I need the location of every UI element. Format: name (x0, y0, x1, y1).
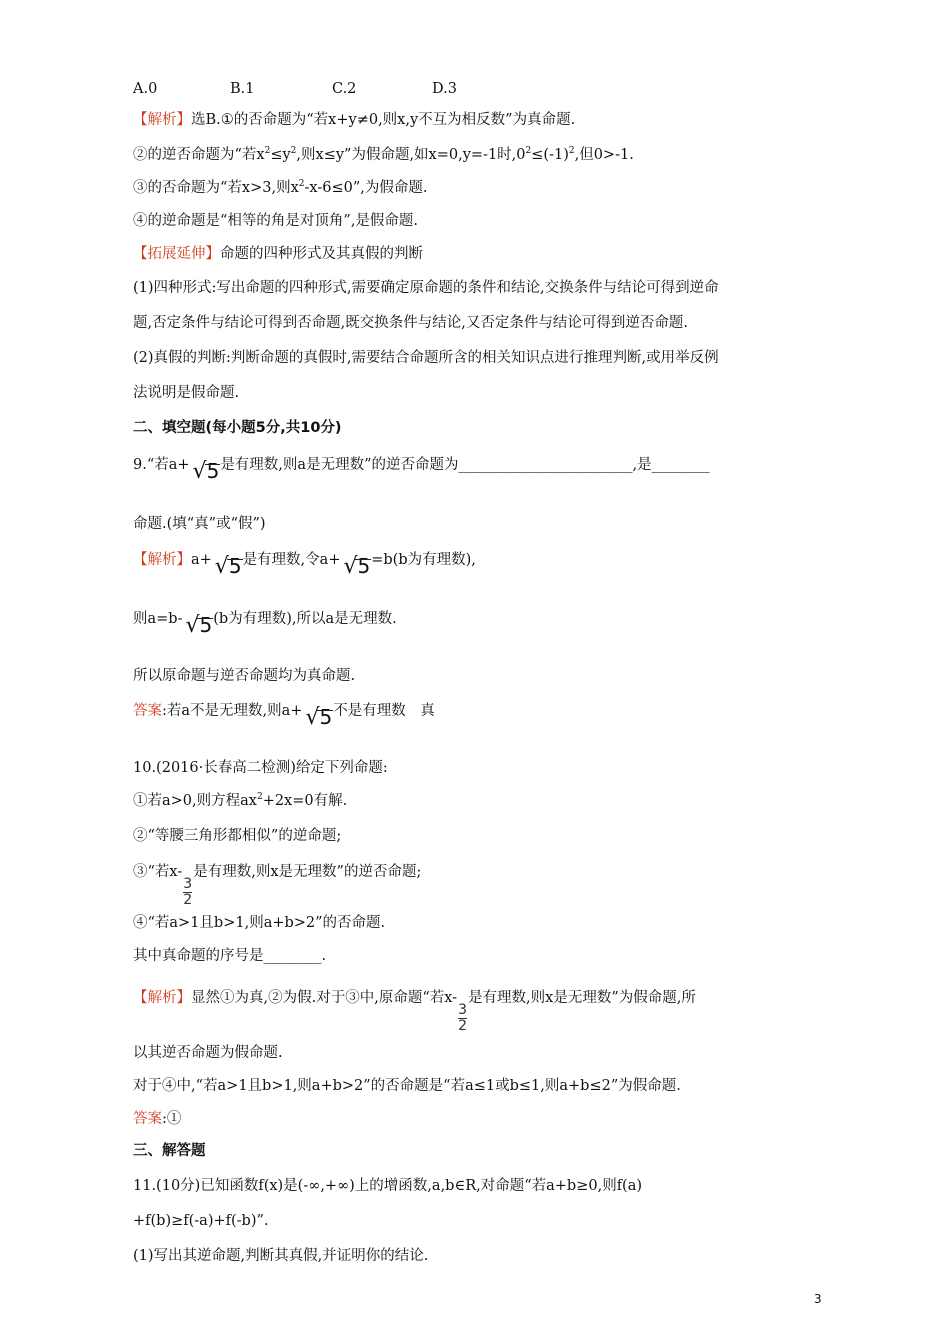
question-10-item-4: ④“若a>1且b>1,则a+b>2”的否命题. (133, 915, 386, 931)
page-number: 3 (814, 1292, 822, 1306)
extension-line-4: 法说明是假命题. (133, 385, 240, 401)
section-3-heading: 三、解答题 (133, 1143, 206, 1159)
analysis-8-line-4: ④的逆命题是“相等的角是对顶角”,是假命题. (133, 213, 419, 229)
analysis-tag: 【解析】 (133, 990, 191, 1006)
blank-answer-2: ________ (651, 457, 710, 473)
answer-tag: 答案 (133, 1111, 162, 1127)
question-10-item-1: ①若a>0,则方程$ax^2+2x=0$有解. (133, 792, 348, 809)
extension-tag: 【拓展延伸】 (133, 246, 220, 262)
section-2-heading: 二、填空题(每小题5分,共10分) (133, 420, 342, 436)
analysis-tag: 【解析】 (133, 552, 191, 568)
fraction-3-2: $\frac{3}{2}$ (458, 1002, 468, 1034)
extension-line-1: (1)四种形式:写出命题的四种形式,需要确定原命题的条件和结论,交换条件与结论可得到逆命 (133, 280, 719, 296)
analysis-tag: 【解析】 (133, 112, 191, 128)
question-9-line-2: 命题.(填“真”或“假”) (133, 516, 266, 532)
analysis-8-line-1: 【解析】选B.①的否命题为“若x+y≠0,则x,y不互为相反数”为真命题. (133, 112, 576, 128)
analysis-10-line-2: 以其逆否命题为假命题. (133, 1045, 283, 1061)
analysis-9-line-2: 则a=b- √ 5(b为有理数),所以a是无理数. (133, 611, 397, 638)
question-10-prompt: 其中真命题的序号是________. (133, 948, 327, 964)
analysis-9-line-1: 【解析】a+ √ 5是有理数,令a+ √ 5=b(b为有理数), (133, 552, 476, 579)
question-11-line-2: +f(b)≥f(-a)+f(-b)”. (133, 1213, 269, 1229)
analysis-8-line-2: ②的逆否命题为“若$x^2\le y^2$,则x≤y”为假命题,如x=0,y=-1时$,0^2\le(-1)^2$,但0>-1. (133, 146, 634, 163)
sqrt-5: √ 5 (305, 705, 333, 730)
extension-line-3: (2)真假的判断:判断命题的真假时,需要结合命题所含的相关知识点进行推理判断,或用举反例 (133, 350, 719, 366)
question-10-item-2: ②“等腰三角形都相似”的逆命题; (133, 828, 342, 844)
fraction-3-2: $\frac{3}{2}$ (183, 876, 193, 908)
options-row (133, 79, 457, 99)
sqrt-5: √ 5 (214, 554, 242, 579)
option-a: A.0 (133, 81, 158, 97)
question-10-intro: 10.(2016·长春高二检测)给定下列命题: (133, 760, 388, 776)
option-d: D.3 (432, 81, 457, 97)
question-9-line-1: 9.“若a+ √ 5是有理数,则a是无理数”的逆否命题为________________________,是________ (133, 457, 710, 484)
answer-9: 答案:若a不是无理数,则a+ √ 5不是有理数 真 (133, 703, 435, 730)
option-c: C.2 (332, 81, 357, 97)
answer-10: 答案:① (133, 1111, 182, 1127)
answer-tag: 答案 (133, 703, 162, 719)
question-10-item-3: ③“若x- $\frac{3}{2}$ 是有理数,则x是无理数”的逆否命题; (133, 864, 422, 908)
extension-line-2: 题,否定条件与结论可得到否命题,既交换条件与结论,又否定条件与结论可得到逆否命题. (133, 315, 688, 331)
sqrt-5: √ 5 (185, 613, 213, 638)
blank-answer-1: ________________________ (458, 457, 633, 473)
question-11-line-1: 11.(10分)已知函数f(x)是(-∞,+∞)上的增函数,a,b∈R,对命题“若a+b≥0,则f(a) (133, 1178, 643, 1194)
analysis-10-line-3: 对于④中,“若a>1且b>1,则a+b>2”的否命题是“若a≤1或b≤1,则a+b≤2”为假命题. (133, 1078, 681, 1094)
analysis-8-line-3: ③的否命题为“若x>3,则$x^2-x-6\le 0$”,为假命题. (133, 179, 428, 196)
sqrt-5: √ 5 (343, 554, 371, 579)
sqrt-5: √ 5 (192, 459, 220, 484)
question-11-part-1: (1)写出其逆命题,判断其真假,并证明你的结论. (133, 1248, 429, 1264)
analysis-9-line-3: 所以原命题与逆否命题均为真命题. (133, 668, 356, 684)
analysis-10-line-1: 【解析】显然①为真,②为假.对于③中,原命题“若x- $\frac{3}{2}$ 是有理数,则x是无理数”为假命题,所 (133, 990, 696, 1034)
blank-answer: ________. (263, 948, 327, 964)
option-b: B.1 (230, 81, 255, 97)
extension-heading: 【拓展延伸】命题的四种形式及其真假的判断 (133, 246, 423, 262)
